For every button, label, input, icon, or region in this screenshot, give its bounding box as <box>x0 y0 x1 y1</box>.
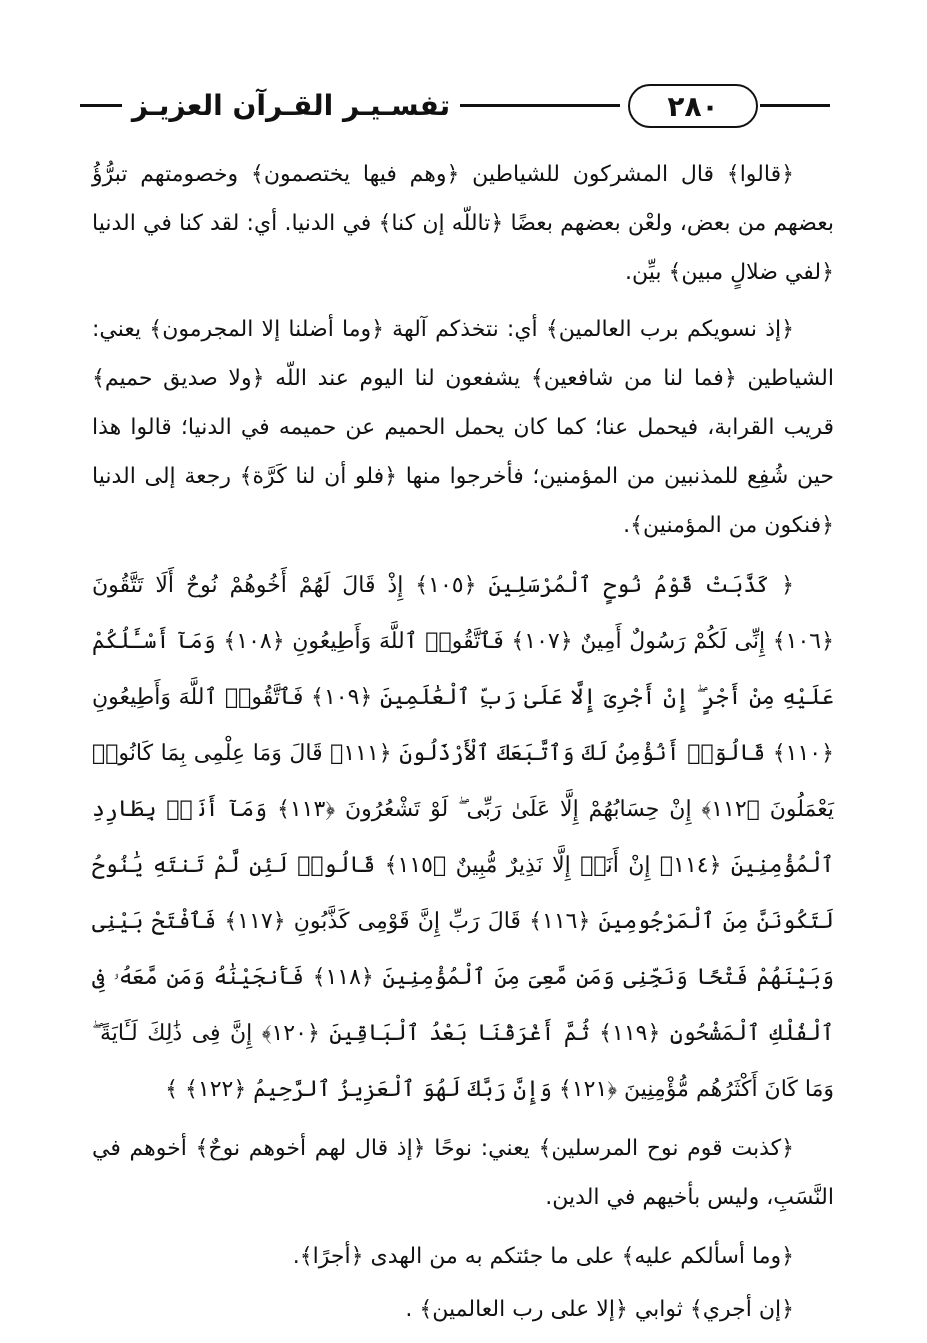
header-rule-middle <box>460 104 620 107</box>
header-rule-left <box>80 104 122 107</box>
header-rule-right <box>760 104 830 107</box>
page-body <box>92 150 834 1336</box>
short-line-2: ﴿إن أجري﴾ ثوابي ﴿إلا على رب العالمين﴾ . <box>405 1297 794 1322</box>
quran-verses: ﴿ كَذَّبَتْ قَوْمُ نُوحٍ ٱلْمُرْسَلِينَ ﴿١٠٥﴾ إِذْ قَالَ لَهُمْ أَخُوهُمْ نُوحٌ أَلَا تَتَّقُونَ ﴿١٠٦﴾ إِنِّى لَكُمْ رَسُولٌ أَمِينٌ ﴿١٠٧﴾ فَٱتَّقُوا۟ ٱللَّهَ وَأَطِيعُونِ ﴿١٠٨﴾ وَمَآ أَسْـَٔلُكُمْ عَلَيْهِ مِنْ أَجْرٍ ۖ إِنْ أَجْرِىَ إِلَّا عَلَىٰ رَبِّ ٱلْعَٰلَمِينَ ﴿١٠٩﴾ فَٱتَّقُوا۟ ٱللَّهَ وَأَطِيعُونِ ﴿١١٠﴾ قَالُوٓا۟ أَنُؤْمِنُ لَكَ وَٱتَّبَعَكَ ٱلْأَرْذَلُونَ ﴿١١١﴾ قَالَ وَمَا عِلْمِى بِمَا كَانُوا۟ يَعْمَلُونَ ﴿١١٢﴾ إِنْ حِسَابُهُمْ إِلَّا عَلَىٰ رَبِّى ۖ لَوْ تَشْعُرُونَ ﴿١١٣﴾ وَمَآ أَنَا۠ بِطَارِدِ ٱلْمُؤْمِنِينَ ﴿١١٤﴾ إِنْ أَنَا۠ إِلَّا نَذِيرٌ مُّبِينٌ ﴿١١٥﴾ قَالُوا۟ لَئِن لَّمْ تَنتَهِ يَٰنُوحُ لَتَكُونَنَّ مِنَ ٱلْمَرْجُومِينَ ﴿١١٦﴾ قَالَ رَبِّ إِنَّ قَوْمِى كَذَّبُونِ ﴿١١٧﴾ فَٱفْتَحْ بَيْنِى وَبَيْنَهُمْ فَتْحًا وَنَجِّنِى وَمَن مَّعِىَ مِنَ ٱلْمُؤْمِنِينَ ﴿١١٨﴾ فَأَنجَيْنَٰهُ وَمَن مَّعَهُۥ فِى ٱلْفُلْكِ ٱلْمَشْحُونِ ﴿١١٩﴾ ثُمَّ أَغْرَقْنَا بَعْدُ ٱلْبَاقِينَ ﴿١٢٠﴾ إِنَّ فِى ذَٰلِكَ لَـَٔايَةً ۖ وَمَا كَانَ أَكْثَرُهُم مُّؤْمِنِينَ ﴿١٢١﴾ وَإِنَّ رَبَّكَ لَهُوَ ٱلْعَزِيزُ ٱلرَّحِيمُ ﴿١٢٢﴾ ﴾ <box>92 573 835 1102</box>
short-line-1: ﴿وما أسألكم عليه﴾ على ما جئتكم به من الهدى ﴿أجرًا﴾. <box>292 1244 794 1269</box>
running-title: تفسـيـر القـرآن العزيـز <box>131 88 451 122</box>
paragraph-1: ﴿قالوا﴾ قال المشركون للشياطين ﴿وهم فيها يختصمون﴾ وخصومتهم تبرُّؤُ بعضهم من بعض، ولعْن بعضهم بعضًا ﴿تاللّه إن كنا﴾ في الدنيا. أي: لقد كنا في الدنيا ﴿لفي ضلالٍ مبين﴾ بيِّن. <box>92 162 834 285</box>
page-number: ٢٨٠ <box>628 84 758 128</box>
page-header <box>80 82 830 128</box>
paragraph-2: ﴿إذ نسويكم برب العالمين﴾ أي: نتخذكم آلهة ﴿وما أضلنا إلا المجرمون﴾ يعني: الشياطين ﴿فما لنا من شافعين﴾ يشفعون لنا اليوم عند اللّه ﴿ولا صديق حميم﴾ قريب القرابة، فيحمل عنا؛ كما كان يحمل الحميم عن حميمه في الدنيا؛ قالوا هذا حين شُفِع للمذنبين من المؤمنين؛ فأخرجوا منها ﴿فلو أن لنا كَرَّة﴾ رجعة إلى الدنيا ﴿فنكون من المؤمنين﴾. <box>92 317 834 538</box>
commentary-paragraph: ﴿كذبت قوم نوح المرسلين﴾ يعني: نوحًا ﴿إذ قال لهم أخوهم نوحٌ﴾ أخوهم في النَّسَبِ، وليس بأخيهم في الدين. <box>92 1136 834 1210</box>
